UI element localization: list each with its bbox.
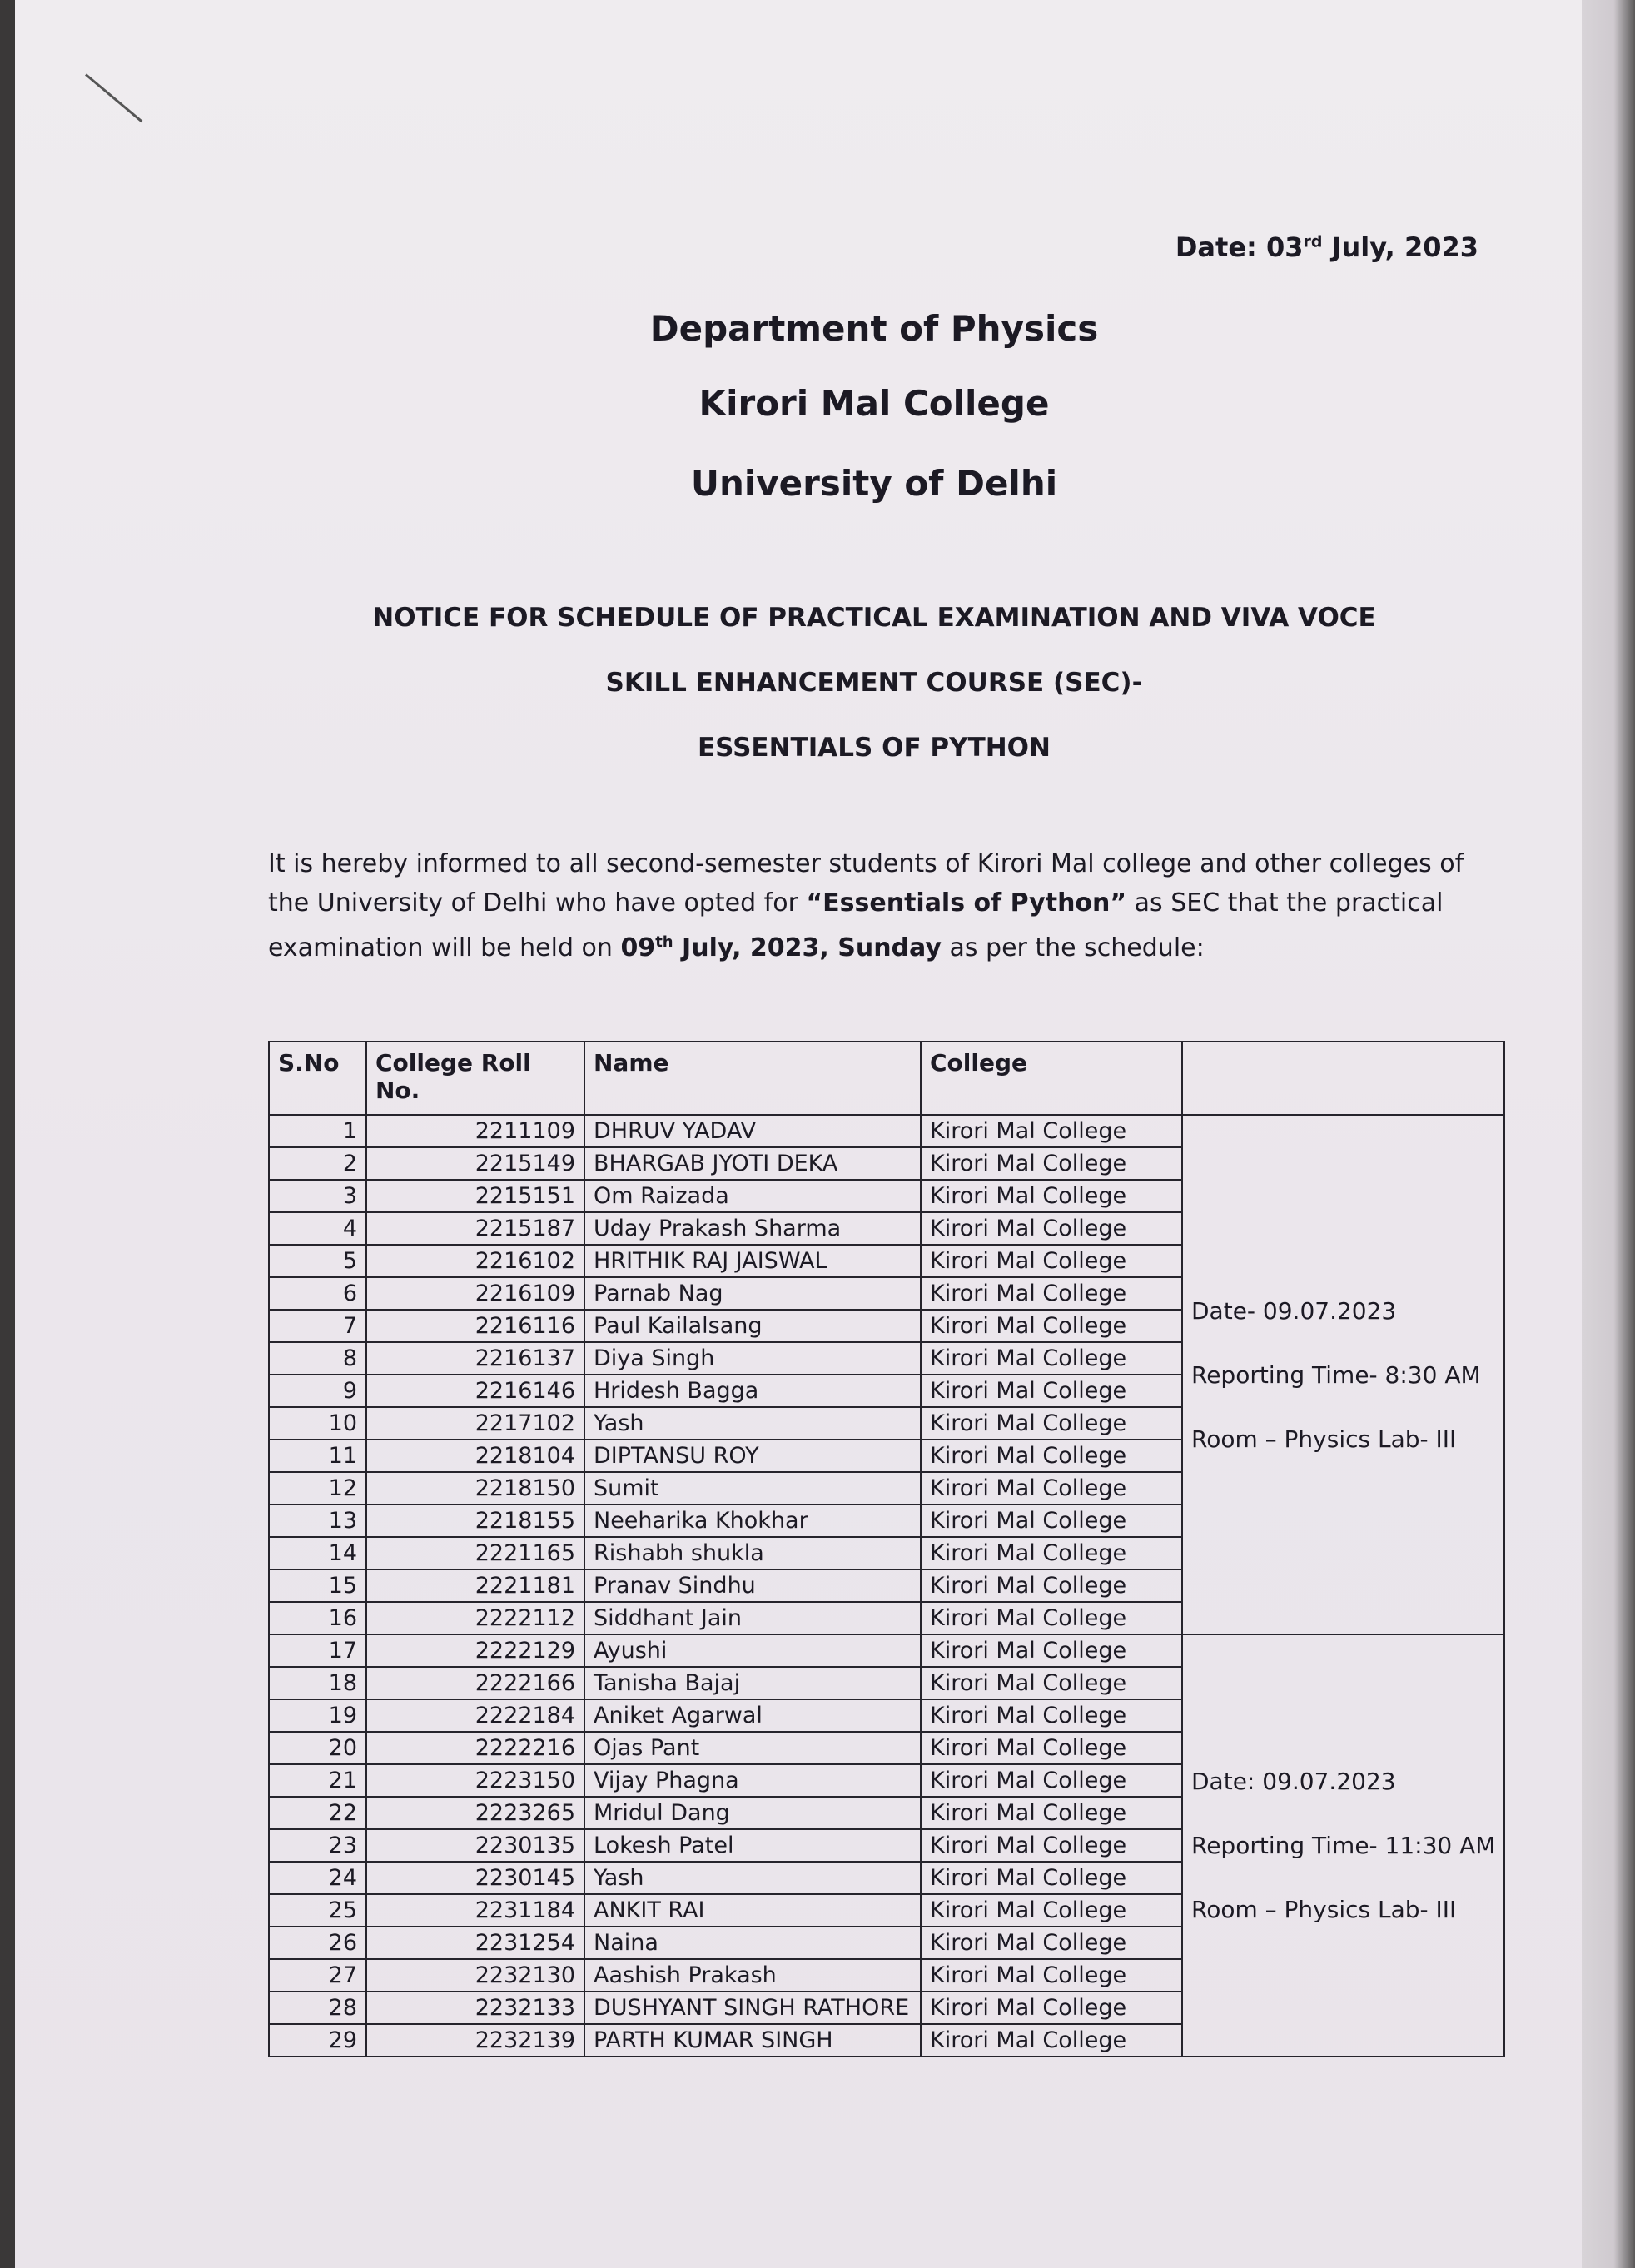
cell-student-name: Pranav Sindhu	[584, 1569, 921, 1602]
cell-sno: 7	[269, 1310, 366, 1342]
paragraph-text-2: as SEC that the practical examination will be held on	[268, 888, 1444, 962]
schedule-time: Reporting Time- 11:30 AM	[1191, 1832, 1496, 1859]
cell-student-name: Neeharika Khokhar	[584, 1505, 921, 1537]
date-text: Date: 03	[1175, 231, 1304, 263]
cell-roll-number: 2223150	[366, 1764, 584, 1797]
department-heading: Department of Physics	[649, 308, 1099, 349]
cell-roll-number: 2215149	[366, 1147, 584, 1180]
cell-student-name: Diya Singh	[584, 1342, 921, 1375]
cell-student-name: Lokesh Patel	[584, 1829, 921, 1862]
cell-college: Kirori Mal College	[921, 1732, 1182, 1764]
university-heading: University of Delhi	[690, 463, 1058, 504]
exam-date-emphasis: July, 2023, Sunday	[673, 933, 942, 962]
cell-college: Kirori Mal College	[921, 1115, 1182, 1147]
cell-college: Kirori Mal College	[921, 1797, 1182, 1829]
cell-college: Kirori Mal College	[921, 1245, 1182, 1277]
cell-college: Kirori Mal College	[921, 1407, 1182, 1440]
schedule-table	[268, 1041, 1505, 2057]
schedule-room: Room – Physics Lab- III	[1191, 1425, 1457, 1453]
notice-date	[1175, 231, 1478, 263]
cell-sno: 2	[269, 1147, 366, 1180]
cell-student-name: Sumit	[584, 1472, 921, 1505]
cell-roll-number: 2216146	[366, 1375, 584, 1407]
cell-sno: 17	[269, 1634, 366, 1667]
cell-roll-number: 2216109	[366, 1277, 584, 1310]
cell-roll-number: 2222216	[366, 1732, 584, 1764]
cell-sno: 29	[269, 2024, 366, 2057]
cell-college: Kirori Mal College	[921, 1764, 1182, 1797]
paragraph-text-1: It is hereby informed to all second-semester students of Kirori Mal college and other colleges of the University of Delhi who have opted for	[268, 849, 1464, 918]
cell-college: Kirori Mal College	[921, 1472, 1182, 1505]
cell-sno: 11	[269, 1440, 366, 1472]
cell-college: Kirori Mal College	[921, 1959, 1182, 1992]
cell-sno: 27	[269, 1959, 366, 1992]
cell-college: Kirori Mal College	[921, 1992, 1182, 2024]
cell-sno: 15	[269, 1569, 366, 1602]
schedule-cell	[1182, 1634, 1504, 2057]
cell-roll-number: 2218104	[366, 1440, 584, 1472]
cell-sno: 18	[269, 1667, 366, 1699]
cell-roll-number: 2222184	[366, 1699, 584, 1732]
cell-college: Kirori Mal College	[921, 1375, 1182, 1407]
schedule-time: Reporting Time- 8:30 AM	[1191, 1360, 1481, 1389]
cell-student-name: Hridesh Bagga	[584, 1375, 921, 1407]
cell-student-name: DUSHYANT SINGH RATHORE	[584, 1992, 921, 2024]
cell-sno: 21	[269, 1764, 366, 1797]
header-schedule	[1182, 1042, 1504, 1115]
cell-student-name: Uday Prakash Sharma	[584, 1212, 921, 1245]
cell-sno: 20	[269, 1732, 366, 1764]
cell-roll-number: 2221165	[366, 1537, 584, 1569]
cell-student-name: Vijay Phagna	[584, 1764, 921, 1797]
table-row	[269, 1115, 1504, 1147]
cell-sno: 13	[269, 1505, 366, 1537]
cell-roll-number: 2211109	[366, 1115, 584, 1147]
cell-sno: 12	[269, 1472, 366, 1505]
cell-student-name: Naina	[584, 1927, 921, 1959]
cell-roll-number: 2232133	[366, 1992, 584, 2024]
cell-student-name: Parnab Nag	[584, 1277, 921, 1310]
cell-college: Kirori Mal College	[921, 1634, 1182, 1667]
header-roll: College Roll No.	[366, 1042, 584, 1115]
cell-roll-number: 2218155	[366, 1505, 584, 1537]
cell-college: Kirori Mal College	[921, 1862, 1182, 1894]
subject-title: ESSENTIALS OF PYTHON	[698, 733, 1051, 763]
date-suffix: rd	[1303, 232, 1323, 251]
cell-college: Kirori Mal College	[921, 1829, 1182, 1862]
notice-title: NOTICE FOR SCHEDULE OF PRACTICAL EXAMINATION AND VIVA VOCE	[372, 603, 1376, 633]
cell-roll-number: 2215151	[366, 1180, 584, 1212]
cell-roll-number: 2222112	[366, 1602, 584, 1634]
cell-sno: 19	[269, 1699, 366, 1732]
cell-college: Kirori Mal College	[921, 1699, 1182, 1732]
cell-college: Kirori Mal College	[921, 1440, 1182, 1472]
cell-roll-number: 2216116	[366, 1310, 584, 1342]
cell-roll-number: 2216137	[366, 1342, 584, 1375]
cell-sno: 6	[269, 1277, 366, 1310]
date-month-year: July, 2023	[1322, 231, 1478, 263]
cell-college: Kirori Mal College	[921, 2024, 1182, 2057]
header-college: College	[921, 1042, 1182, 1115]
cell-roll-number: 2231254	[366, 1927, 584, 1959]
exam-day: 09	[620, 933, 656, 962]
cell-sno: 4	[269, 1212, 366, 1245]
cell-roll-number: 2222129	[366, 1634, 584, 1667]
cell-roll-number: 2217102	[366, 1407, 584, 1440]
cell-student-name: Yash	[584, 1862, 921, 1894]
cell-roll-number: 2231184	[366, 1894, 584, 1927]
cell-sno: 26	[269, 1927, 366, 1959]
cell-student-name: Aniket Agarwal	[584, 1699, 921, 1732]
table-row	[269, 1634, 1504, 1667]
cell-college: Kirori Mal College	[921, 1667, 1182, 1699]
cell-student-name: Tanisha Bajaj	[584, 1667, 921, 1699]
cell-student-name: HRITHIK RAJ JAISWAL	[584, 1245, 921, 1277]
course-title: SKILL ENHANCEMENT COURSE (SEC)-	[605, 668, 1143, 698]
header-sno: S.No	[269, 1042, 366, 1115]
cell-student-name: ANKIT RAI	[584, 1894, 921, 1927]
cell-student-name: DHRUV YADAV	[584, 1115, 921, 1147]
cell-student-name: Mridul Dang	[584, 1797, 921, 1829]
cell-sno: 24	[269, 1862, 366, 1894]
cell-student-name: Aashish Prakash	[584, 1959, 921, 1992]
table-body	[269, 1115, 1504, 2057]
course-name-emphasis: “Essentials of Python”	[806, 888, 1127, 918]
cell-sno: 14	[269, 1537, 366, 1569]
cell-sno: 8	[269, 1342, 366, 1375]
cell-student-name: DIPTANSU ROY	[584, 1440, 921, 1472]
cell-college: Kirori Mal College	[921, 1927, 1182, 1959]
college-heading: Kirori Mal College	[698, 383, 1050, 424]
cell-roll-number: 2230145	[366, 1862, 584, 1894]
cell-college: Kirori Mal College	[921, 1569, 1182, 1602]
cell-roll-number: 2232130	[366, 1959, 584, 1992]
cell-roll-number: 2216102	[366, 1245, 584, 1277]
cell-sno: 23	[269, 1829, 366, 1862]
schedule-cell	[1182, 1115, 1504, 1634]
cell-sno: 5	[269, 1245, 366, 1277]
cell-student-name: Siddhant Jain	[584, 1602, 921, 1634]
schedule-date: Date- 09.07.2023	[1191, 1296, 1397, 1325]
cell-student-name: PARTH KUMAR SINGH	[584, 2024, 921, 2057]
cell-roll-number: 2218150	[366, 1472, 584, 1505]
cell-roll-number: 2223265	[366, 1797, 584, 1829]
cell-student-name: Ojas Pant	[584, 1732, 921, 1764]
cell-roll-number: 2215187	[366, 1212, 584, 1245]
cell-sno: 3	[269, 1180, 366, 1212]
cell-college: Kirori Mal College	[921, 1277, 1182, 1310]
cell-student-name: Paul Kailalsang	[584, 1310, 921, 1342]
notice-paragraph	[268, 844, 1471, 967]
cell-sno: 1	[269, 1115, 366, 1147]
paragraph-text-3: as per the schedule:	[941, 933, 1205, 962]
cell-sno: 9	[269, 1375, 366, 1407]
cell-student-name: Ayushi	[584, 1634, 921, 1667]
cell-college: Kirori Mal College	[921, 1147, 1182, 1180]
header-name: Name	[584, 1042, 921, 1115]
cell-college: Kirori Mal College	[921, 1505, 1182, 1537]
cell-roll-number: 2230135	[366, 1829, 584, 1862]
schedule-room: Room – Physics Lab- III	[1191, 1896, 1457, 1923]
cell-college: Kirori Mal College	[921, 1602, 1182, 1634]
cell-student-name: Rishabh shukla	[584, 1537, 921, 1569]
cell-sno: 28	[269, 1992, 366, 2024]
cell-sno: 16	[269, 1602, 366, 1634]
exam-day-suffix: th	[655, 933, 673, 951]
cell-college: Kirori Mal College	[921, 1212, 1182, 1245]
cell-student-name: Om Raizada	[584, 1180, 921, 1212]
cell-sno: 22	[269, 1797, 366, 1829]
cell-roll-number: 2221181	[366, 1569, 584, 1602]
schedule-date: Date: 09.07.2023	[1191, 1768, 1396, 1795]
cell-college: Kirori Mal College	[921, 1310, 1182, 1342]
cell-college: Kirori Mal College	[921, 1342, 1182, 1375]
cell-college: Kirori Mal College	[921, 1180, 1182, 1212]
cell-student-name: Yash	[584, 1407, 921, 1440]
cell-roll-number: 2222166	[366, 1667, 584, 1699]
cell-college: Kirori Mal College	[921, 1894, 1182, 1927]
cell-roll-number: 2232139	[366, 2024, 584, 2057]
cell-sno: 25	[269, 1894, 366, 1927]
table-header-row	[269, 1042, 1504, 1115]
cell-college: Kirori Mal College	[921, 1537, 1182, 1569]
cell-sno: 10	[269, 1407, 366, 1440]
cell-student-name: BHARGAB JYOTI DEKA	[584, 1147, 921, 1180]
